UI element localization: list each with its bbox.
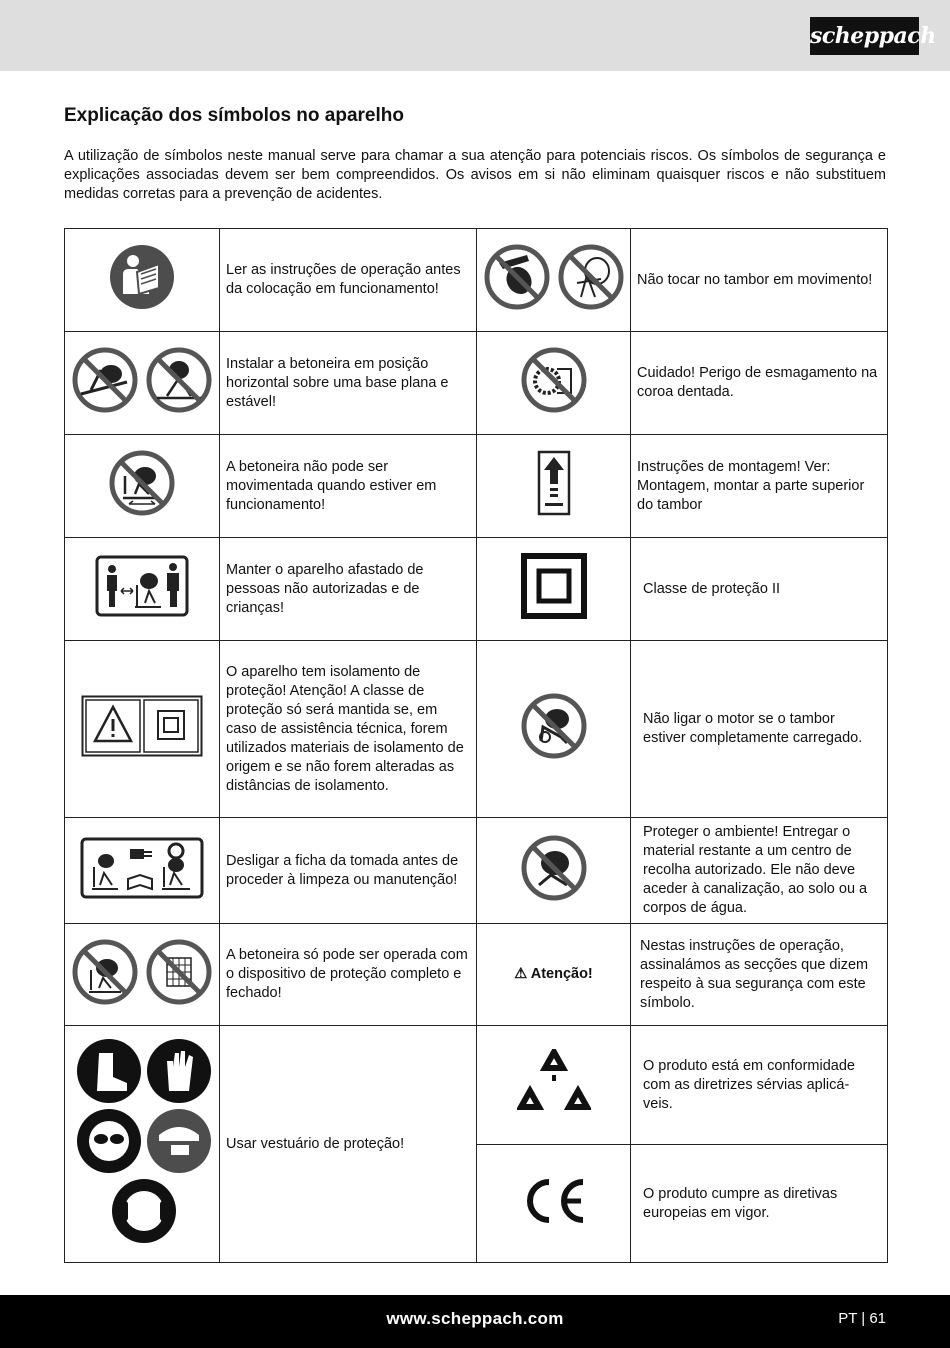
unplug-maintenance-icon — [65, 818, 220, 924]
header-bar — [0, 0, 950, 71]
crush-hazard-icon — [477, 332, 631, 435]
symbol-text: Proteger o ambiente! Entregar o material restante a um centro de recolha autorizado. Ele não deve aceder à canalização, ao solo ou a corpos de água. — [631, 818, 888, 924]
guard-required-icon — [65, 924, 220, 1026]
footer-url[interactable]: www.scheppach.com — [386, 1309, 564, 1328]
read-manual-icon — [65, 229, 220, 332]
symbol-text: Nestas instruções de operação, assinalámos as secções que dizem respeito à sua segurança com este símbolo. — [631, 924, 888, 1026]
symbol-text: Ler as instruções de operação antes da colocação em funcionamento! — [220, 229, 477, 332]
symbol-text: Cuidado! Perigo de esmagamento na coroa dentada. — [631, 332, 888, 435]
attention-text: Atenção! — [530, 966, 593, 982]
symbol-text: Instruções de montagem! Ver: Montagem, montar a parte superior do tambor — [631, 435, 888, 538]
symbol-text: Instalar a betoneira em posição horizontal sobre uma base plana e estável! — [220, 332, 477, 435]
symbol-text: Desligar a ficha da tomada antes de proceder à limpeza ou manutenção! — [220, 818, 477, 924]
page-number: PT | 61 — [838, 1310, 886, 1327]
arrow-up-icon — [477, 435, 631, 538]
warning-icon: ⚠ — [514, 966, 528, 982]
ukca-icon — [477, 1026, 631, 1145]
symbol-text: O aparelho tem isolamento de proteção! Atenção! A classe de proteção só será mantida se, em caso de assistência técnica, forem utilizados materiais de isolamento de origem e se não forem alteradas as distâncias de isolamento. — [220, 641, 477, 818]
ce-mark-icon — [477, 1145, 631, 1263]
symbol-text: O produto está em conformidade com as diretrizes sérvias aplicá-veis. — [631, 1026, 888, 1145]
symbol-text: Classe de proteção II — [631, 538, 888, 641]
symbol-text: O produto cumpre as diretivas europeias em vigor. — [631, 1145, 888, 1263]
no-move-running-icon — [65, 435, 220, 538]
page-title: Explicação dos símbolos no aparelho — [64, 105, 404, 126]
intro-paragraph: A utilização de símbolos neste manual serve para chamar a sua atenção para potenciais riscos. Os símbolos de segurança e explicações associadas devem ser bem compreendidos. Os avisos em si não eliminam quaisquer riscos e não substituem medidas corretas para a prevenção de acidentes. — [64, 148, 886, 202]
no-touch-drum-icon — [477, 229, 631, 332]
warning-class-ii-icon — [65, 641, 220, 818]
protective-clothing-icon — [65, 1026, 220, 1263]
symbol-text: Não ligar o motor se o tambor estiver completamente carregado. — [631, 641, 888, 818]
keep-distance-icon — [65, 538, 220, 641]
scheppach-logo: scheppach — [810, 17, 919, 55]
symbol-text: A betoneira não pode ser movimentada quando estiver em funcionamento! — [220, 435, 477, 538]
symbol-text: Manter o aparelho afastado de pessoas não autorizadas e de crianças! — [220, 538, 477, 641]
symbols-table — [64, 228, 888, 1263]
symbol-text: Usar vestuário de proteção! — [220, 1026, 477, 1263]
disposal-icon — [477, 818, 631, 924]
symbol-text: A betoneira só pode ser operada com o dispositivo de proteção completo e fechado! — [220, 924, 477, 1026]
symbol-text: Não tocar no tambor em movimento! — [631, 229, 888, 332]
no-start-loaded-icon — [477, 641, 631, 818]
level-surface-icon — [65, 332, 220, 435]
protection-class-ii-icon — [477, 538, 631, 641]
attention-label — [477, 924, 631, 1026]
